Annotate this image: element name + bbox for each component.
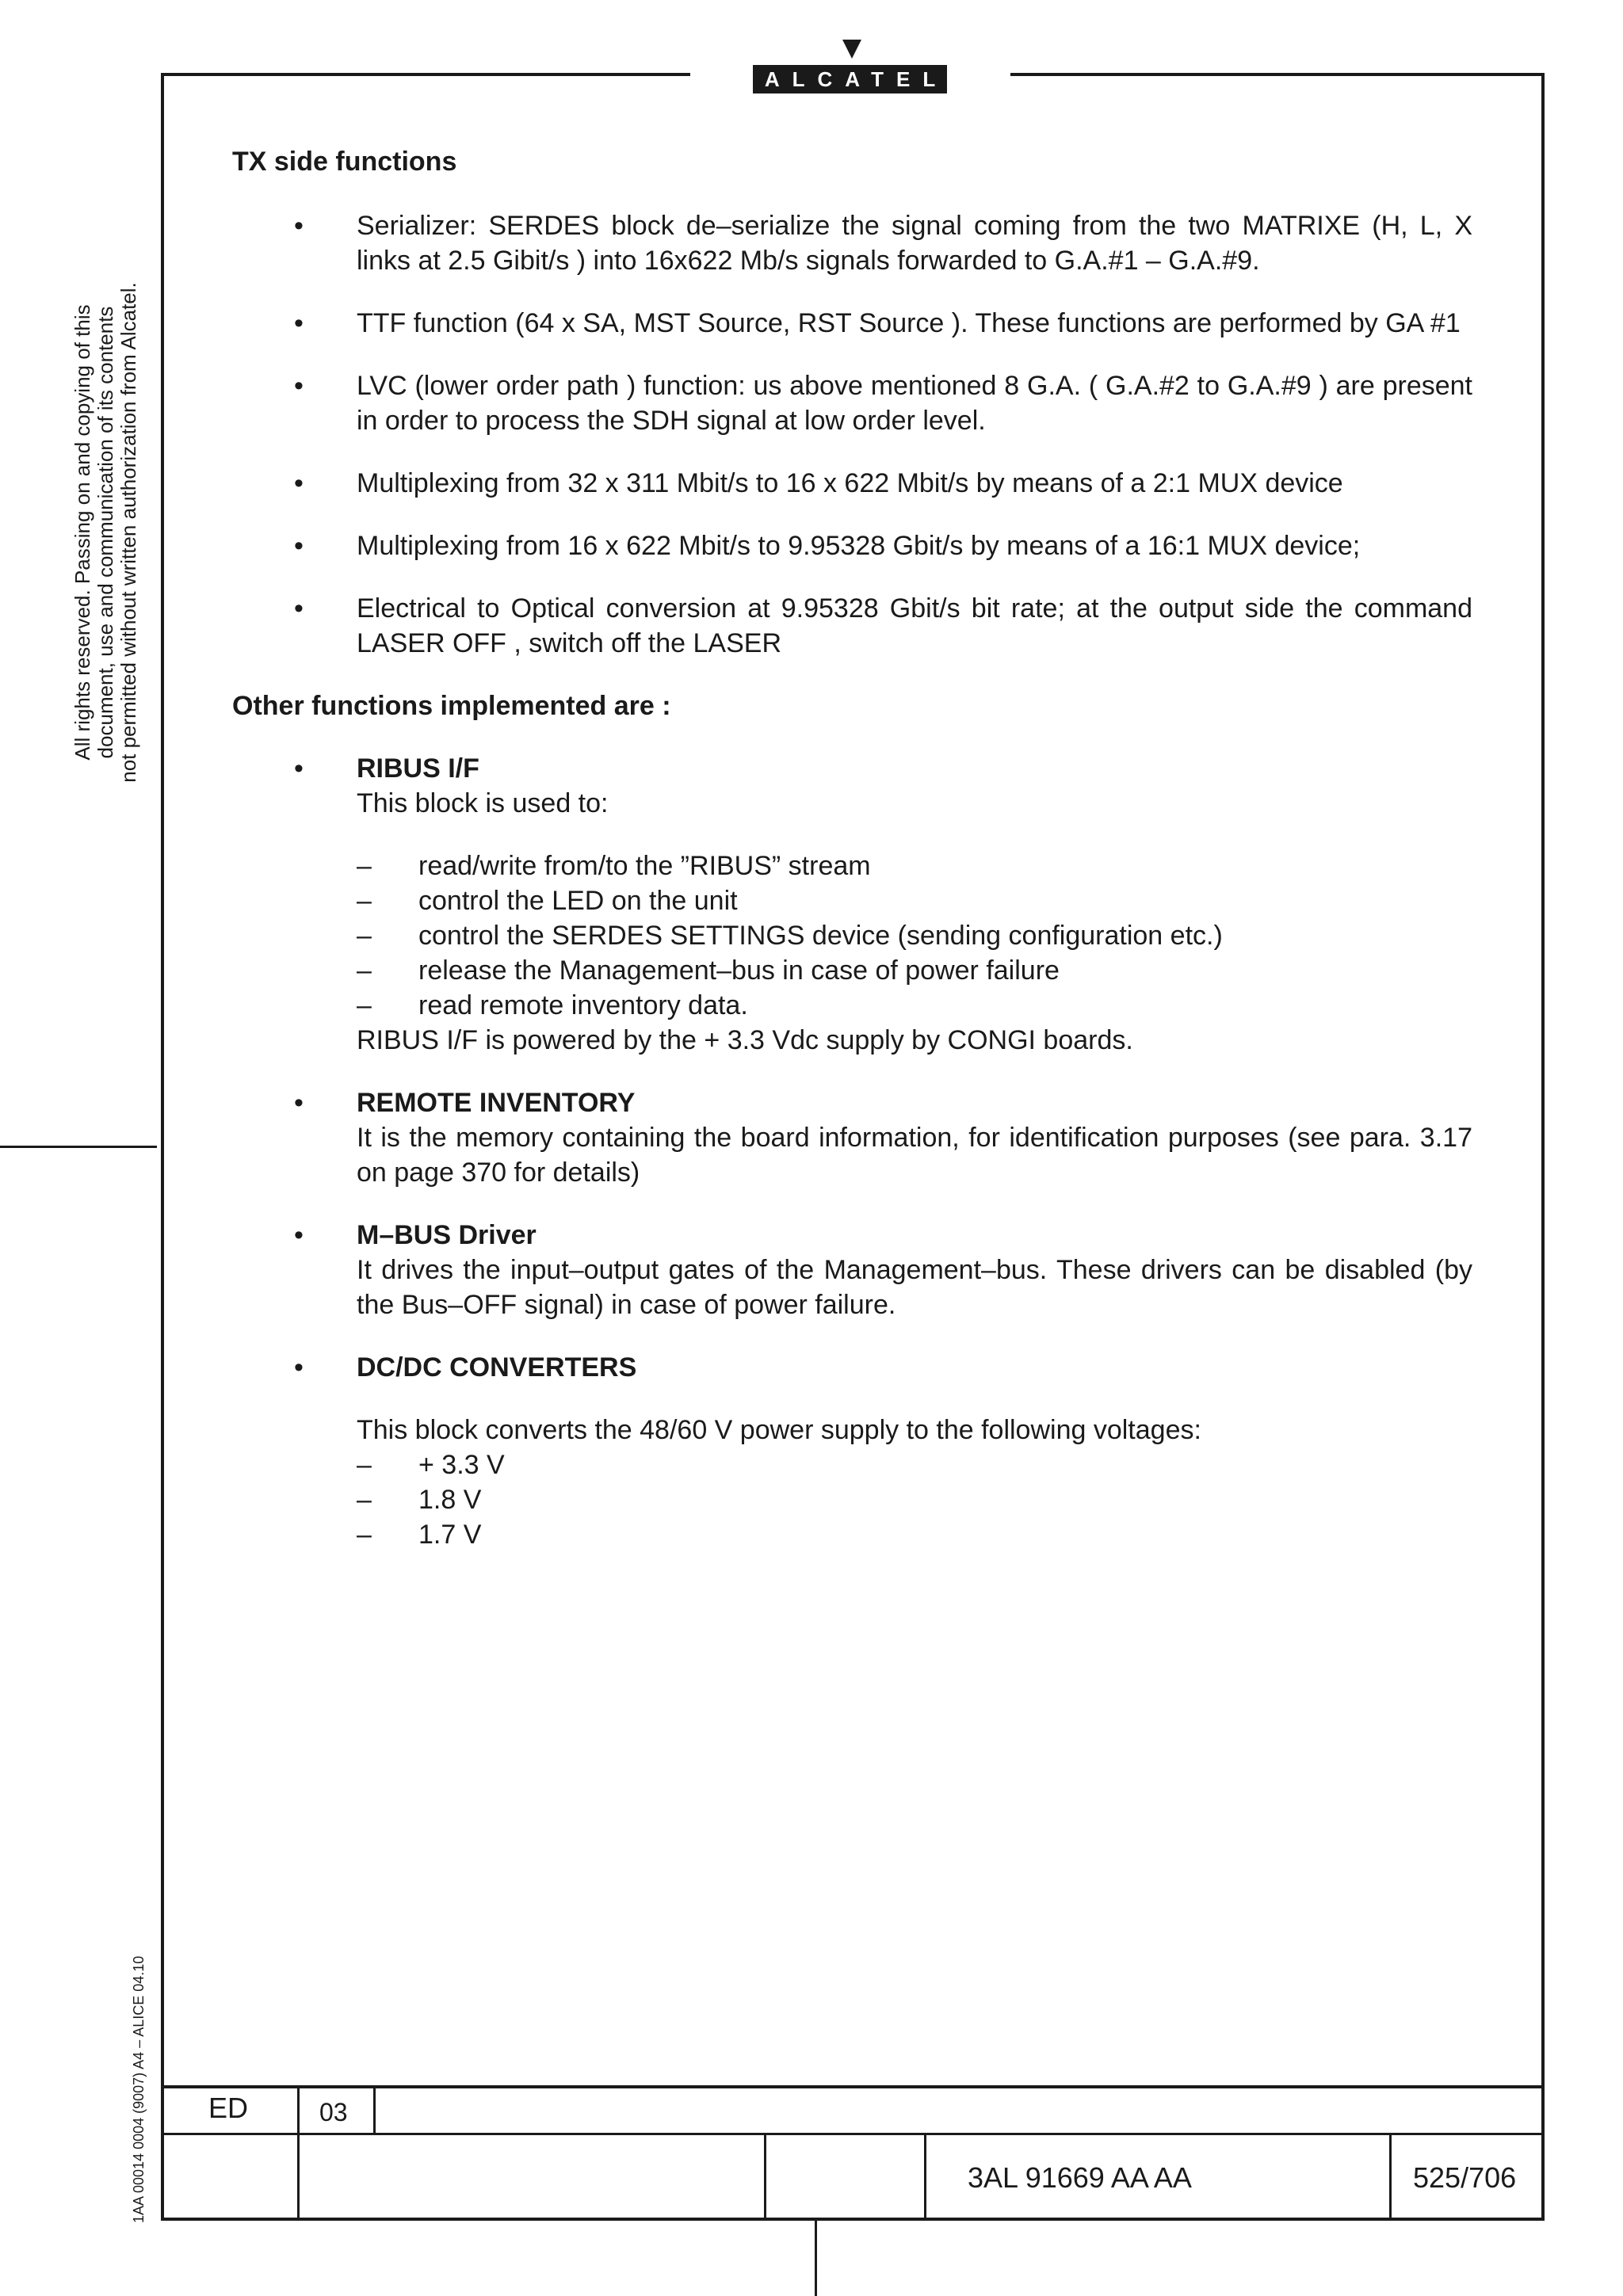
dash-icon: – — [357, 1450, 372, 1480]
list-item — [357, 1482, 1472, 1517]
copyright-line: document, use and communication of its contents — [94, 306, 117, 759]
page-content — [232, 144, 1472, 1552]
tb-divider — [924, 2133, 926, 2221]
list-item — [232, 368, 1472, 438]
page-number: 525/706 — [1413, 2161, 1517, 2194]
list-item — [232, 208, 1472, 278]
logo-triangle-icon — [842, 40, 861, 59]
ribus-list — [357, 849, 1472, 1023]
copyright-line: not permitted without written authorization from Alcatel. — [116, 282, 140, 783]
dash-icon: – — [357, 1520, 372, 1550]
dash-icon: – — [357, 886, 372, 916]
frame-top-left — [161, 73, 690, 76]
bullet-icon: • — [294, 531, 304, 561]
bullet-icon: • — [294, 1220, 304, 1250]
list-item — [357, 918, 1472, 953]
title-block — [161, 2085, 1543, 2221]
bullet-icon: • — [294, 468, 304, 498]
frame-left — [161, 73, 164, 2221]
ribus-title: RIBUS I/F — [357, 753, 479, 784]
list-item — [357, 953, 1472, 988]
list-item — [232, 591, 1472, 661]
margin-tick — [0, 1146, 157, 1148]
tb-divider — [373, 2085, 376, 2134]
alcatel-logo: ALCATEL — [753, 65, 947, 93]
dash-text: 1.7 V — [418, 1520, 482, 1550]
ed-label: ED — [208, 2092, 249, 2124]
doc-code: 3AL 91669 AA AA — [968, 2161, 1192, 2194]
dash-text: + 3.3 V — [418, 1450, 505, 1480]
bullet-text: Multiplexing from 16 x 622 Mbit/s to 9.95328 Gbit/s by means of a 16:1 MUX device; — [357, 531, 1361, 561]
form-code: 1AA 00014 0004 (9007) A4 – ALICE 04.10 — [131, 1955, 147, 2223]
dcdc-text: This block converts the 48/60 V power supply to the following voltages: — [357, 1415, 1201, 1445]
dash-text: control the LED on the unit — [418, 886, 738, 916]
bullet-icon: • — [294, 211, 304, 241]
tb-mid-line — [161, 2133, 1545, 2135]
bullet-icon: • — [294, 371, 304, 401]
frame-right — [1541, 73, 1545, 2221]
dash-icon: – — [357, 851, 372, 881]
bullet-text: Serializer: SERDES block de–serialize the signal coming from the two MATRIXE (H, L, X links at 2.5 Gibit/s ) into 16x622 Mb/s signals forwarded to G.A.#1 – G.A.#9. — [357, 211, 1472, 276]
list-item — [357, 1447, 1472, 1482]
tb-divider — [297, 2085, 300, 2221]
copyright-note — [71, 263, 140, 802]
bottom-tick — [815, 2221, 817, 2296]
list-item — [232, 1085, 1472, 1190]
dcdc-list — [357, 1447, 1472, 1552]
dash-icon: – — [357, 990, 372, 1020]
tb-divider — [1389, 2133, 1392, 2221]
section-heading-other: Other functions implemented are : — [232, 691, 671, 721]
bullet-icon: • — [294, 593, 304, 624]
tb-divider — [764, 2133, 766, 2221]
list-item — [232, 1218, 1472, 1322]
dash-text: control the SERDES SETTINGS device (sending configuration etc.) — [418, 921, 1223, 951]
list-item — [357, 1517, 1472, 1552]
dash-text: release the Management–bus in case of power failure — [418, 955, 1060, 986]
tb-bottom-line — [161, 2218, 1545, 2221]
dash-icon: – — [357, 921, 372, 951]
ribus-note: RIBUS I/F is powered by the + 3.3 Vdc supply by CONGI boards. — [357, 1025, 1133, 1055]
list-item — [357, 988, 1472, 1023]
bullet-icon: • — [294, 1352, 304, 1383]
dash-text: read remote inventory data. — [418, 990, 748, 1020]
dcdc-title: DC/DC CONVERTERS — [357, 1352, 637, 1383]
list-item — [232, 466, 1472, 501]
ed-value: 03 — [319, 2098, 348, 2126]
list-item — [232, 306, 1472, 341]
list-item — [232, 1350, 1472, 1552]
bullet-text: TTF function (64 x SA, MST Source, RST Source ). These functions are performed by GA #1 — [357, 308, 1461, 338]
mbus-text: It drives the input–output gates of the Management–bus. These drivers can be disabled (by the Bus–OFF signal) in case of power failure. — [357, 1255, 1472, 1320]
bullet-icon: • — [294, 308, 304, 338]
remote-inventory-title: REMOTE INVENTORY — [357, 1088, 636, 1118]
bullet-text: LVC (lower order path ) function: us above mentioned 8 G.A. ( G.A.#2 to G.A.#9 ) are present in order to process the SDH signal at low order level. — [357, 371, 1472, 436]
bullet-text: Multiplexing from 32 x 311 Mbit/s to 16 x 622 Mbit/s by means of a 2:1 MUX device — [357, 468, 1343, 498]
copyright-line: All rights reserved. Passing on and copying of this — [71, 304, 94, 761]
list-item — [232, 528, 1472, 563]
dash-icon: – — [357, 955, 372, 986]
section-heading-tx: TX side functions — [232, 147, 457, 177]
remote-inventory-text: It is the memory containing the board information, for identification purposes (see para. 3.17 on page 370 for details) — [357, 1123, 1472, 1188]
bullet-icon: • — [294, 1088, 304, 1118]
dash-text: read/write from/to the ”RIBUS” stream — [418, 851, 871, 881]
bullet-text: Electrical to Optical conversion at 9.95328 Gbit/s bit rate; at the output side the command LASER OFF , switch off the LASER — [357, 593, 1472, 658]
dash-text: 1.8 V — [418, 1485, 482, 1515]
dash-icon: – — [357, 1485, 372, 1515]
frame-top-right — [1010, 73, 1545, 76]
ribus-intro: This block is used to: — [357, 788, 609, 818]
tb-top-line — [161, 2085, 1545, 2088]
list-item — [357, 849, 1472, 883]
bullet-icon: • — [294, 753, 304, 784]
list-item — [232, 751, 1472, 1058]
list-item — [357, 883, 1472, 918]
mbus-title: M–BUS Driver — [357, 1220, 537, 1250]
